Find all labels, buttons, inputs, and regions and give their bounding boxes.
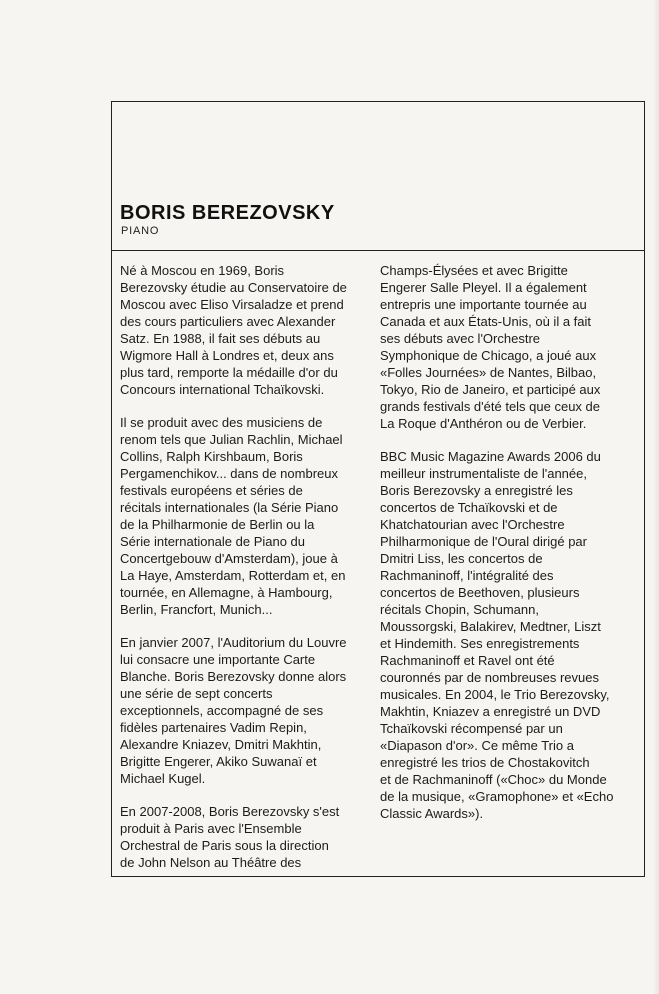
left-paragraph-1: Né à Moscou en 1969, Boris Berezovsky étudie au Conservatoire de Moscou avec Eliso Virsaladze et prend des cours particuliers avec Alexander Satz. En 1988, il fait ses débuts au Wigmore Hall à Londres et, deux ans plus tard, remporte la médaille d'or du Concours international Tchaïkovski.: [120, 263, 347, 397]
left-paragraph-2: Il se produit avec des musiciens de renom tels que Julian Rachlin, Michael Collins, Ralph Kirshbaum, Boris Pergamenchikov... dans de nombreux festivals européens et séries de récitals internationales (la Série Piano de la Philharmonie de Berlin ou la Série internationale de Piano du Concertgebouw d'Amsterdam), joue à La Haye, Amsterdam, Rotterdam et, en tournée, en Allemagne, à Hambourg, Berlin, Francfort, Munich...: [120, 415, 346, 617]
bio-header: [112, 102, 644, 251]
left-paragraph-3: En janvier 2007, l'Auditorium du Louvre lui consacre une importante Carte Blanche. Boris Berezovsky donne alors une série de sept concerts exceptionnels, accompagné de ses fidèles partenaires Vadim Repin, Alexandre Kniazev, Dmitri Makhtin, Brigitte Engerer, Akiko Suwanaï et Michael Kugel.: [120, 635, 347, 786]
right-paragraph-1: Champs-Élysées et avec Brigitte Engerer Salle Pleyel. Il a également entrepris une importante tournée au Canada et aux États-Unis, où il a fait ses débuts avec l'Orchestre Symphonique de Chicago, a joué aux «Folles Journées» de Nantes, Bilbao, Tokyo, Rio de Janeiro, et participé aux grands festivals d'été tels que ceux de La Roque d'Anthéron ou de Verbier.: [380, 263, 601, 431]
bio-frame: [111, 101, 645, 877]
page-edge-shadow: [653, 0, 659, 994]
left-column: [120, 262, 360, 887]
artist-name: BORIS BEREZOVSKY: [120, 202, 335, 224]
right-paragraph-2: BBC Music Magazine Awards 2006 du meilleur instrumentaliste de l'année, Boris Berezovsky a enregistré les concertos de Tchaïkovski et de Khatchatourian avec l'Orchestre Philharmonique de l'Oural dirigé par Dmitri Liss, les concertos de Rachmaninoff, l'intégralité des concertos de Beethoven, plusieurs récitals Chopin, Schumann, Moussorgski, Balakirev, Medtner, Liszt et Hindemith. Ses enregistrements Rachmaninoff et Ravel ont été couronnés par de nombreuses revues musicales. En 2004, le Trio Berezovsky, Makhtin, Kniazev a enregistré un DVD Tchaïkovski récompensé par un «Diapason d'or». Ce même Trio a enregistré les trios de Chostakovitch et de Rachmaninoff («Choc» du Monde de la musique, «Gramophone» et «Echo Classic Awards»).: [380, 449, 614, 821]
left-paragraph-4: En 2007-2008, Boris Berezovsky s'est produit à Paris avec l'Ensemble Orchestral de Paris sous la direction de John Nelson au Théâtre des: [120, 804, 340, 870]
artist-instrument: PIANO: [121, 225, 160, 237]
right-column: [380, 262, 642, 838]
